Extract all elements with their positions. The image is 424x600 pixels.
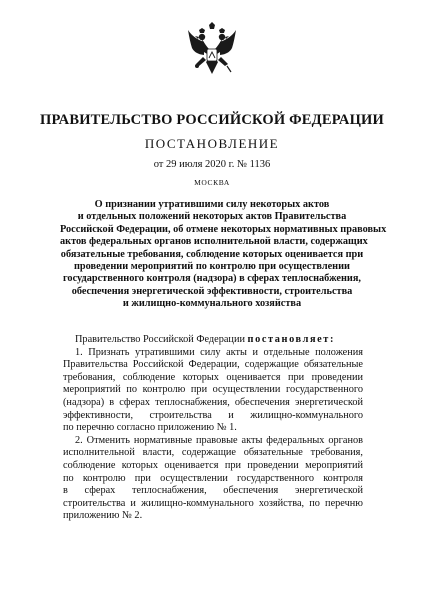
paragraph-1-line: мероприятий по контролю при осуществлении государственного: [63, 384, 363, 396]
paragraph-2-line: 2. Отменить нормативные правовые акты федеральных органов: [75, 434, 363, 446]
paragraph-2-line: строительства и жилищно-коммунального хозяйства, по перечню: [63, 497, 363, 509]
paragraph-2-line: в сферах теплоснабжения, обеспечения энергетической: [63, 485, 363, 497]
intro-line: [63, 334, 363, 347]
heading-line: обеспечения энергетической эффективности, строительства: [71, 285, 353, 297]
paragraph-2-line: соблюдение которых оценивается при проведении мероприятий: [63, 459, 363, 471]
paragraph-2-line: по контролю при осуществлении государственного контроля: [63, 472, 363, 484]
paragraph-1-line: Правительства Российской Федерации, содержащие обязательные: [63, 359, 363, 371]
paragraph-1-line: требования, соблюдение которых оценивается при проведении: [63, 371, 363, 383]
document-heading: [60, 199, 387, 311]
russian-coat-of-arms-icon: [187, 22, 237, 80]
paragraph-1-line: по перечню согласно приложению № 1.: [63, 422, 237, 434]
paragraph-1-line: (надзора) в сферах теплоснабжения, обеспечения энергетической: [63, 396, 363, 408]
heading-line: государственного контроля (надзора) в сферах теплоснабжения,: [63, 273, 361, 285]
paragraph-2-line: исполнительной власти, содержащие обязательные требования,: [63, 447, 363, 459]
paragraph-1-line: эффективности, строительства и жилищно-коммунального: [63, 409, 363, 421]
heading-line: О признании утратившими силу некоторых актов: [94, 199, 330, 210]
document-date-number: от 29 июля 2020 г. № 1136: [153, 159, 271, 170]
paragraph-2-line: приложению № 2.: [63, 510, 143, 522]
heading-line: обязательные требования, соблюдение которых оценивается при: [60, 248, 364, 260]
heading-line: и отдельных положений некоторых актов Правительства: [77, 211, 347, 223]
heading-line: Российской Федерации, об отмене некоторых нормативных правовых: [60, 223, 387, 235]
heading-line: актов федеральных органов исполнительной власти, содержащих: [60, 236, 368, 248]
government-title: ПРАВИТЕЛЬСТВО РОССИЙСКОЙ ФЕДЕРАЦИИ: [39, 112, 385, 128]
document-city: МОСКВА: [194, 178, 230, 187]
intro-prefix: Правительство Российской Федерации: [75, 334, 248, 345]
heading-line: проведении мероприятий по контролю при осуществлении: [74, 261, 350, 273]
document-type: ПОСТАНОВЛЕНИЕ: [144, 136, 280, 151]
paragraph-1-line: 1. Признать утратившими силу акты и отдельные положения: [75, 346, 363, 358]
heading-line: и жилищно-коммунального хозяйства: [122, 298, 302, 310]
document-body: [63, 334, 363, 523]
intro-verb: постановляет:: [247, 334, 335, 345]
